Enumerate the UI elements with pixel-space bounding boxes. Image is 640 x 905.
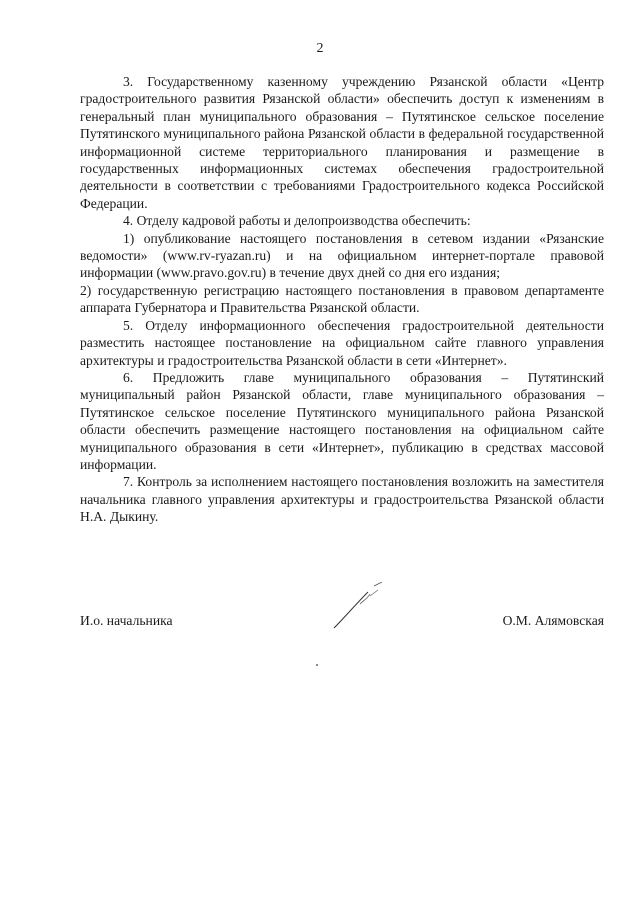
paragraph-5: 5. Отделу информационного обеспечения градостроительной деятельности разместить настоящее постановление на официальном сайте главного управления архитектуры и градостроительства Рязанской области в сети «Интернет». — [80, 317, 604, 368]
paragraph-4-item-2: 2) государственную регистрацию настоящего постановления в правовом департаменте аппарата Губернатора и Правительства Рязанской области. — [80, 282, 604, 316]
scan-speck — [316, 664, 318, 666]
paragraph-7: 7. Контроль за исполнением настоящего постановления возложить на заместителя начальника главного управления архитектуры и градостроительства Рязанской области Н.А. Дыкину. — [80, 474, 604, 525]
paragraph-6: 6. Предложить главе муниципального образования – Путятинский муниципальный район Рязанской области, главе муниципального образования – Путятинское сельское поселение Путятинского муниципального района Рязанской области обеспечить размещение настоящего постановления на официальном сайте муниципального образования в сети «Интернет», публикацию в средствах массовой информации. — [80, 369, 604, 472]
document-body — [80, 73, 604, 526]
paragraph-3: 3. Государственному казенному учреждению Рязанской области «Центр градостроительного развития Рязанской области» обеспечить доступ к изменениям в генеральный план муниципального образования – Путятинское сельское поселение Путятинского муниципального района Рязанской области в федеральной государственной информационной системе территориального планирования и размещение в государственных информационных системах обеспечения градостроительной деятельности в соответствии с требованиями Градостроительного кодекса Российской Федерации. — [80, 74, 604, 211]
handwritten-signature — [330, 582, 386, 632]
page-number: 2 — [316, 41, 324, 56]
signatory-title: И.о. начальника — [80, 613, 173, 628]
signatory-name: О.М. Алямовская — [502, 613, 604, 628]
paragraph-4-item-1: 1) опубликование настоящего постановления в сетевом издании «Рязанские ведомости» (www.rv-ryazan.ru) и на официальном интернет-портале правовой информации (www.pravo.gov.ru) в течение двух дней со дня его издания; — [80, 230, 604, 281]
paragraph-4: 4. Отделу кадровой работы и делопроизводства обеспечить: — [123, 213, 471, 229]
